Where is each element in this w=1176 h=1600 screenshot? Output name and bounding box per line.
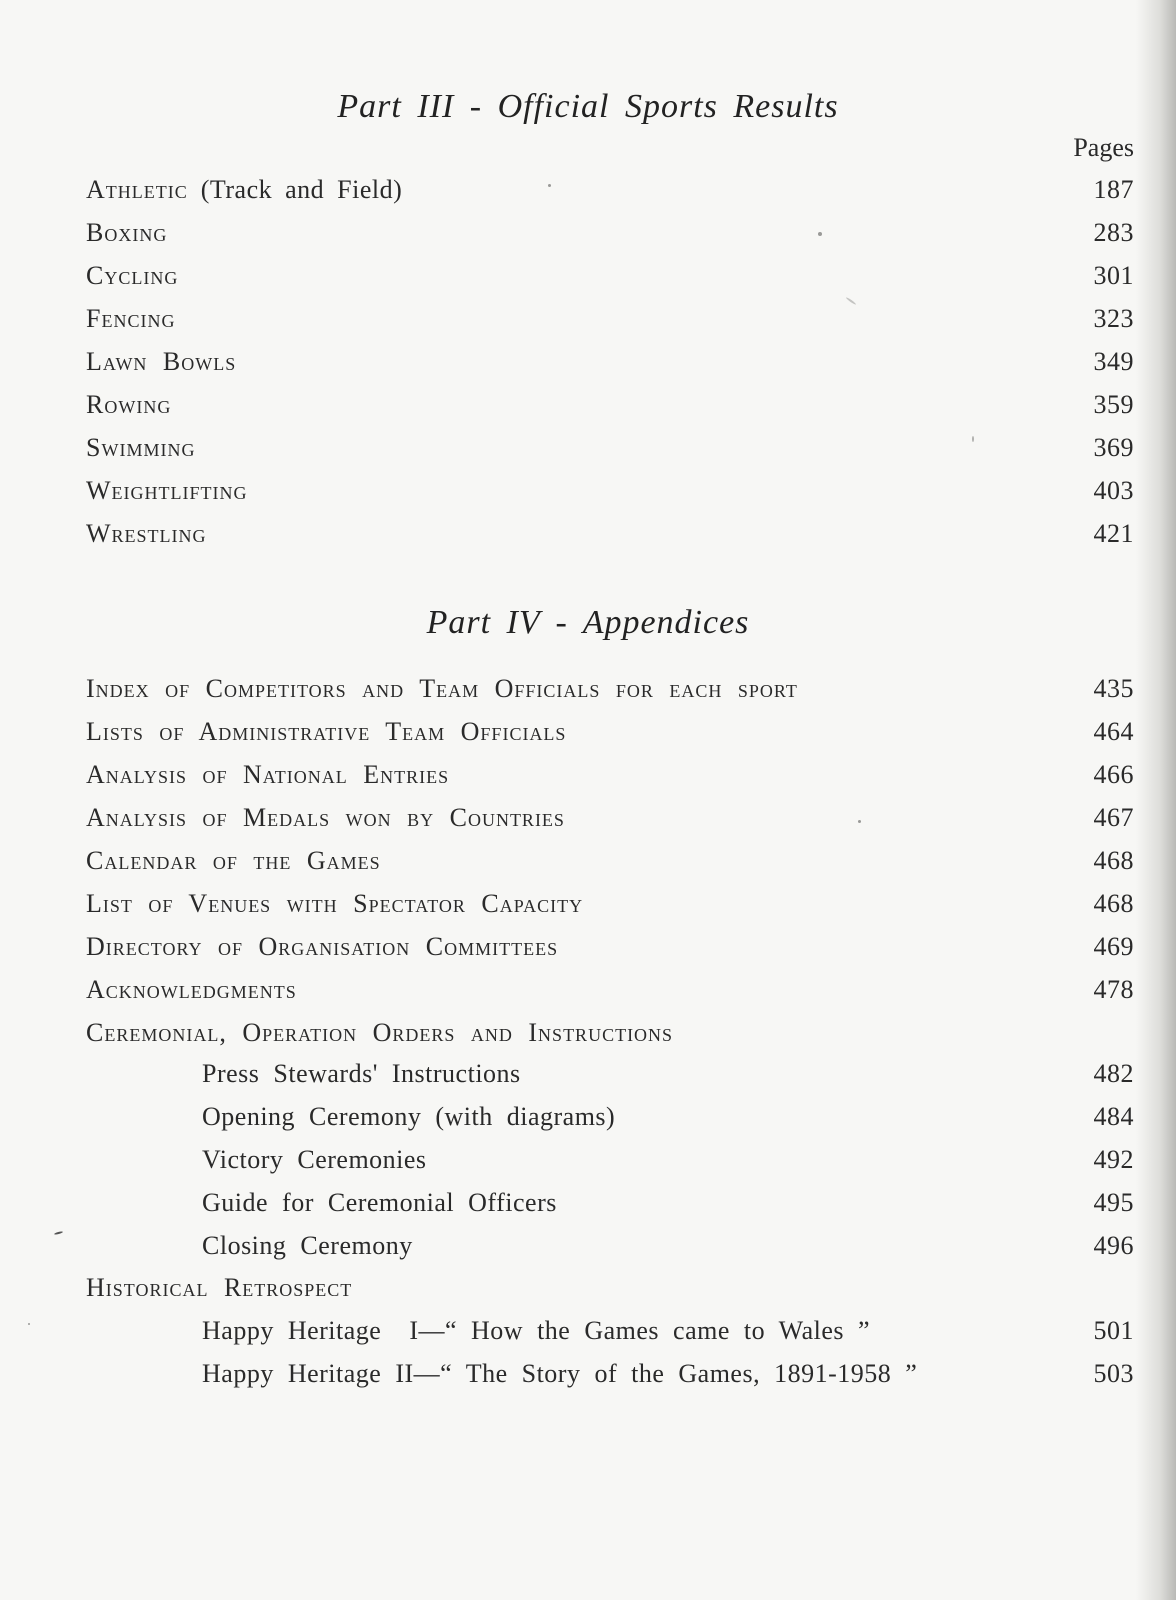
toc-page-number: 283: [1093, 218, 1134, 247]
toc-page-number: 467: [1093, 803, 1134, 832]
toc-entry-calendar[interactable]: [86, 846, 1134, 886]
toc-entry-label: Calendar of the Games: [86, 846, 381, 875]
toc-entry-label: Wrestling: [86, 519, 207, 548]
toc-page-number: 359: [1093, 390, 1134, 419]
toc-entry-fencing[interactable]: [86, 304, 1134, 344]
toc-entry-label: Victory Ceremonies: [202, 1145, 427, 1174]
toc-entry-ceremonial[interactable]: [86, 1018, 1134, 1058]
scan-speck: [818, 232, 822, 236]
toc-entry-label: Lists of Administrative Team Officials: [86, 717, 567, 746]
toc-entry-label: Rowing: [86, 390, 172, 419]
toc-entry-rowing[interactable]: [86, 390, 1134, 430]
toc-entry-administrative-officials[interactable]: [86, 717, 1134, 757]
toc-entry-label: Weightlifting: [86, 476, 248, 505]
part-4-heading: Part IV - Appendices: [426, 604, 750, 641]
toc-page-number: 503: [1093, 1359, 1134, 1388]
toc-entry-acknowledgments[interactable]: [86, 975, 1134, 1015]
toc-entry-swimming[interactable]: [86, 433, 1134, 473]
toc-entry-weightlifting[interactable]: [86, 476, 1134, 516]
toc-entry-ceremonial-officers[interactable]: [86, 1188, 1134, 1228]
toc-entry-label: List of Venues with Spectator Capacity: [86, 889, 584, 918]
toc-entry-lawn-bowls[interactable]: [86, 347, 1134, 387]
pages-column-label: Pages: [1073, 133, 1134, 162]
toc-entry-directory[interactable]: [86, 932, 1134, 972]
toc-entry-label: Fencing: [86, 304, 176, 333]
toc-entry-closing-ceremony[interactable]: [86, 1231, 1134, 1271]
page-edge-shadow: [1136, 0, 1176, 1600]
toc-page-number: 435: [1093, 674, 1134, 703]
toc-entry-happy-heritage-1[interactable]: [86, 1316, 1134, 1356]
toc-entry-wrestling[interactable]: [86, 519, 1134, 559]
toc-entry-historical-retrospect[interactable]: [86, 1273, 1134, 1313]
toc-page-number: 501: [1093, 1316, 1134, 1345]
toc-page-number: 495: [1093, 1188, 1134, 1217]
toc-entry-label-extra: (Track and Field): [187, 175, 403, 204]
toc-entry-label: Closing Ceremony: [202, 1231, 413, 1260]
toc-entry-venues[interactable]: [86, 889, 1134, 929]
scan-speck: [548, 184, 551, 187]
toc-page-number: 468: [1093, 846, 1134, 875]
toc-page-number: 469: [1093, 932, 1134, 961]
toc-entry-label: Opening Ceremony (with diagrams): [202, 1102, 616, 1131]
scan-speck: [28, 1323, 30, 1325]
toc-page-number: 468: [1093, 889, 1134, 918]
toc-entry-index-of-competitors[interactable]: [86, 674, 1134, 714]
part-3-heading: Part III - Official Sports Results: [337, 88, 839, 125]
toc-entry-label: Historical Retrospect: [86, 1273, 353, 1302]
toc-page-number: 482: [1093, 1059, 1134, 1088]
toc-entry-boxing[interactable]: [86, 218, 1134, 258]
toc-entry-label: Happy Heritage II—“ The Story of the Games, 1891-1958 ”: [202, 1359, 918, 1388]
toc-entry-happy-heritage-2[interactable]: [86, 1359, 1134, 1399]
toc-entry-label: Happy Heritage I—“ How the Games came to Wales ”: [202, 1316, 871, 1345]
toc-page-number: 496: [1093, 1231, 1134, 1260]
toc-entry-label: Press Stewards' Instructions: [202, 1059, 521, 1088]
toc-entry-press-stewards[interactable]: [86, 1059, 1134, 1099]
toc-entry-label: Cycling: [86, 261, 179, 290]
toc-page-number: 323: [1093, 304, 1134, 333]
toc-page-number: 478: [1093, 975, 1134, 1004]
toc-page-number: 464: [1093, 717, 1134, 746]
toc-entry-label: Analysis of National Entries: [86, 760, 450, 789]
toc-entry-label: Guide for Ceremonial Officers: [202, 1188, 557, 1217]
toc-page-number: 492: [1093, 1145, 1134, 1174]
scan-speck: [54, 1231, 63, 1235]
toc-entry-label: Analysis of Medals won by Countries: [86, 803, 565, 832]
toc-entry-label: Index of Competitors and Team Officials for each sport: [86, 674, 798, 703]
toc-entry-national-entries[interactable]: [86, 760, 1134, 800]
toc-page-number: 349: [1093, 347, 1134, 376]
toc-page-number: 301: [1093, 261, 1134, 290]
toc-page-number: 187: [1093, 175, 1134, 204]
toc-page-number: 369: [1093, 433, 1134, 462]
toc-entry-label: Swimming: [86, 433, 196, 462]
toc-entry-label: Acknowledgments: [86, 975, 297, 1004]
toc-page-number: 466: [1093, 760, 1134, 789]
toc-entry-opening-ceremony[interactable]: [86, 1102, 1134, 1142]
toc-entry-label: Lawn Bowls: [86, 347, 237, 376]
toc-entry-athletic[interactable]: [86, 175, 1134, 215]
toc-page-number: 484: [1093, 1102, 1134, 1131]
toc-entry-cycling[interactable]: [86, 261, 1134, 301]
toc-page-number: 403: [1093, 476, 1134, 505]
toc-entry-label: Athletic: [86, 175, 188, 204]
toc-entry-label: Directory of Organisation Committees: [86, 932, 559, 961]
toc-entry-label: Boxing: [86, 218, 168, 247]
scan-speck: [972, 436, 974, 442]
toc-page-number: 421: [1093, 519, 1134, 548]
toc-entry-label: Ceremonial, Operation Orders and Instructions: [86, 1018, 674, 1047]
scan-speck: [858, 820, 861, 823]
toc-entry-victory-ceremonies[interactable]: [86, 1145, 1134, 1185]
toc-entry-medals-analysis[interactable]: [86, 803, 1134, 843]
